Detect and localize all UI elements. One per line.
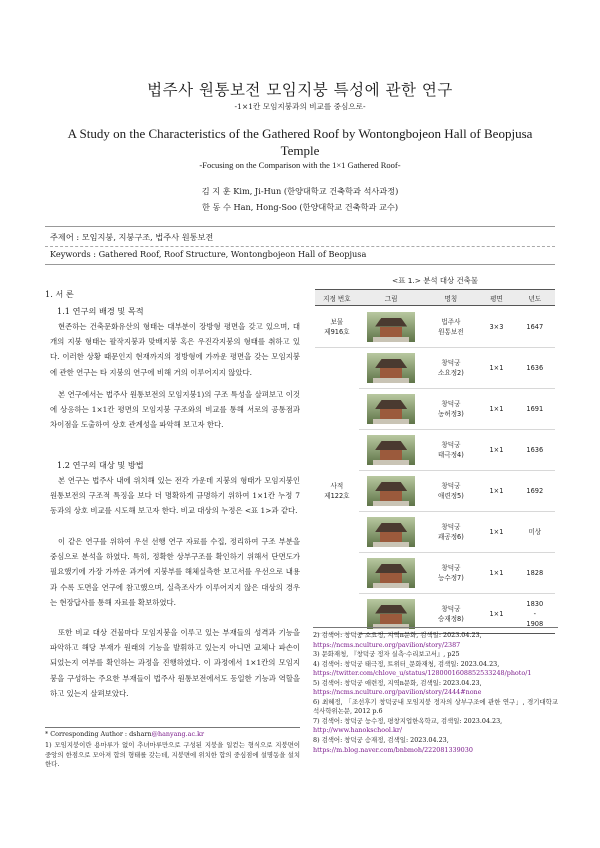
corresponding-author <box>45 730 300 740</box>
paragraph-1-2-b: 이 같은 연구를 위하여 우선 선행 연구 자료를 수집, 정리하여 구조 부분을 중심으로 분석을 하였다. 특히, 정확한 상부구조를 확인하기 위해서 단면도가 필요했기에 가장 가까운 과거에 지붕부를 해체실측한 보고서를 우선으로 내용과 수록 도면을 연구에 참고했으며, 실측조사가 이루어지지 않은 대상의 경우는 현장답사를 통해 자료를 확보하였다. <box>50 537 300 607</box>
footnote-divider-left <box>45 727 300 728</box>
table-row <box>315 306 555 348</box>
author-2: 한 동 수 Han, Hong-Soo (한양대학교 건축학과 교수) <box>201 202 399 212</box>
paper-subtitle-english: -Focusing on the Comparison with the 1×1 Gathered Roof- <box>199 160 401 170</box>
cell-year: 1692 <box>515 471 555 512</box>
cell-picture <box>359 512 424 553</box>
footnote-text: 6) 최혜정, 「조선후기 창덕궁내 모임지붕 정자의 상부구조에 관한 연구」, 경기대학교 석사학위논문, 2012 p.6 <box>313 697 558 716</box>
pavilion-photo <box>367 558 415 588</box>
analysis-table <box>315 289 555 634</box>
cell-name: 창덕궁 능수정7) <box>424 553 479 594</box>
header-picture: 그림 <box>359 290 424 306</box>
corresponding-author-email[interactable]: @hanyang.ac.kr <box>151 730 205 738</box>
cell-year: 1636 <box>515 348 555 389</box>
footnote-link[interactable]: http://www.hanokschool.kr/ <box>313 726 403 735</box>
cell-name: 법주사 원통보전 <box>424 306 479 348</box>
cell-name: 창덕궁 애련정5) <box>424 471 479 512</box>
footnote-link[interactable]: https://m.blog.naver.com/bnbmoh/222081339030 <box>313 745 473 754</box>
paper-title-english: A Study on the Characteristics of the Gathered Roof by Wontongbojeon Hall of Beopjusa Temple <box>67 126 533 158</box>
header-plan: 평면 <box>478 290 514 306</box>
footnote-link[interactable]: https://ncms.nculture.org/pavilion/story/2444#none <box>313 688 482 697</box>
paragraph-1-1-b: 본 연구에서는 법주사 원통보전의 모임지붕1)의 구조 특성을 살펴보고 이것에 상응하는 1×1칸 평면의 모임지붕 구조와의 비교를 통해 서로의 공통점과 차이점을 도출하여 상호 관계성을 파악해 보고자 한다. <box>50 390 300 430</box>
divider-bottom <box>45 264 555 265</box>
footnote-text: 5) 검색어: 창덕궁 애련정, 지역n문화, 검색일: 2023.04.23, <box>313 678 482 687</box>
cell-year: 1830 - 1908 <box>515 594 555 634</box>
pavilion-photo <box>367 353 415 383</box>
header-name: 명칭 <box>424 290 479 306</box>
footnote-link[interactable]: https://twitter.com/chlove_u/status/1280001608852533248/photo/1 <box>313 669 532 678</box>
cell-year: 1636 <box>515 430 555 471</box>
footnote-text: 4) 검색어: 창덕궁 태극정, 트위터_문화재청, 검색일: 2023.04.23, <box>313 659 500 668</box>
footnote-text: 7) 검색어: 창덕궁 능수정, 평창지업한옥학교, 검색일: 2023.04.23, <box>313 716 503 725</box>
cell-designation: 보물 제916호 <box>315 306 359 348</box>
pavilion-photo <box>367 394 415 424</box>
cell-plan: 3×3 <box>478 306 514 348</box>
footnote-text: 2) 검색어: 창덕궁 소요정, 지역n문화, 검색일: 2023.04.23, <box>313 631 482 639</box>
cell-year: 1691 <box>515 389 555 430</box>
cell-plan: 1×1 <box>478 389 514 430</box>
cell-plan: 1×1 <box>478 430 514 471</box>
table-row <box>315 348 555 389</box>
cell-plan: 1×1 <box>478 553 514 594</box>
paper-subtitle-korean: -1×1칸 모임지붕과의 비교를 중심으로- <box>234 102 366 111</box>
keywords-korean: 주제어 : 모임지붕, 지붕구조, 법주사 원통보전 <box>50 232 214 242</box>
cell-name: 창덕궁 소요정2) <box>424 348 479 389</box>
author-1: 김 지 훈 Kim, Ji-Hun (한양대학교 건축학과 석사과정) <box>201 186 399 196</box>
footnote-item <box>313 631 558 650</box>
cell-plan: 1×1 <box>478 512 514 553</box>
table-header-row <box>315 290 555 306</box>
pavilion-photo <box>367 435 415 465</box>
paragraph-1-1-a: 현존하는 건축문화유산의 형태는 대부분이 장방형 평면을 갖고 있으며, 대개의 지붕 형태는 팔작지붕과 맞배지붕 혹은 우진각지붕의 형태를 취하고 있다. 이러한 상황 때문인지 현재까지의 정방형에 가까운 평면을 갖는 모임지붕에 관한 연구는 타 지붕의 연구에 비해 거의 이루어지지 않았다. <box>50 322 300 377</box>
cell-name: 창덕궁 농허정3) <box>424 389 479 430</box>
paragraph-1-2-c: 또한 비교 대상 건물마다 모임지붕을 이루고 있는 부재들의 성격과 기능을 파악하고 해당 부재가 원래의 기능을 발휘하고 있는지 아니면 교체나 파손이 되었는지 여부를 확인하는 과정을 진행하였다. 이 과정에서 1×1칸의 모임지붕을 구성하는 주요한 부재들이 법주사 원통보전에서도 동일한 기능과 역할을 하고 있는지 살펴보았다. <box>50 628 300 698</box>
pavilion-photo <box>367 476 415 506</box>
cell-plan: 1×1 <box>478 594 514 634</box>
pavilion-photo <box>367 312 415 342</box>
cell-plan: 1×1 <box>478 348 514 389</box>
header-designation: 지정 번호 <box>315 290 359 306</box>
divider-top <box>45 226 555 227</box>
cell-designation: 사적 제122호 <box>315 348 359 634</box>
footnote-item <box>313 717 558 736</box>
header-year: 년도 <box>515 290 555 306</box>
divider-dashed <box>45 246 555 247</box>
footnote-divider-right <box>313 627 558 628</box>
cell-picture <box>359 348 424 389</box>
footnote-item <box>313 698 558 717</box>
footnote-item <box>313 679 558 698</box>
cell-plan: 1×1 <box>478 471 514 512</box>
keywords-english: Keywords : Gathered Roof, Roof Structure, Wontongbojeon Hall of Beopjusa <box>50 249 367 259</box>
cell-name: 창덕궁 태극정4) <box>424 430 479 471</box>
footnote-text: 3) 문화재청, 『창덕궁 정자 실측·수리보고서』, p25 <box>313 650 460 659</box>
cell-year: 미상 <box>515 512 555 553</box>
footnote-link[interactable]: https://ncms.nculture.org/pavilion/story/2387 <box>313 640 461 649</box>
table-caption: <표 1.> 분석 대상 건축물 <box>392 276 478 285</box>
cell-picture <box>359 471 424 512</box>
footnote-item <box>313 650 558 660</box>
paper-title-korean: 법주사 원통보전 모임지붕 특성에 관한 연구 <box>147 81 453 99</box>
footnote-1: 1) 모임지붕이란 용마루가 없이 추녀마루만으로 구성된 지붕을 일컫는 형식으로 지붕면이 중앙의 한점으로 모아져 합의 형태를 갖는데, 지붕면에 위치한 합의 중심점에 설명동을 설치한다. <box>45 741 300 769</box>
cell-picture <box>359 553 424 594</box>
pavilion-photo <box>367 517 415 547</box>
subsection-heading-1-1: 1.1 연구의 배경 및 목적 <box>57 306 144 316</box>
corresponding-author-label: * Corresponding Author : dsharn <box>45 730 152 738</box>
subsection-heading-1-2: 1.2 연구의 대상 및 방법 <box>57 460 144 470</box>
pavilion-photo <box>367 599 415 629</box>
footnote-item <box>313 660 558 679</box>
paragraph-1-2-a: 본 연구는 법주사 내에 위치해 있는 전각 가운데 지붕의 형태가 모임지붕인 원통보전의 구조적 특징을 보다 더 명확하게 규명하기 위하여 1×1칸 누정 7동과의 상호 비교를 시도해 보고자 한다. 비교 대상의 누정은 <표 1>과 같다. <box>50 476 300 516</box>
cell-name: 창덕궁 괘공정6) <box>424 512 479 553</box>
cell-year: 1647 <box>515 306 555 348</box>
footnotes-right <box>313 631 558 755</box>
cell-picture <box>359 389 424 430</box>
cell-picture <box>359 306 424 348</box>
footnote-text: 8) 검색어: 창덕궁 승재정, 검색일: 2023.04.23, <box>313 736 449 745</box>
footnote-item <box>313 736 558 755</box>
section-heading-introduction: 1. 서 론 <box>45 289 74 299</box>
cell-picture <box>359 430 424 471</box>
cell-year: 1828 <box>515 553 555 594</box>
cell-name: 창덕궁 승재정8) <box>424 594 479 634</box>
